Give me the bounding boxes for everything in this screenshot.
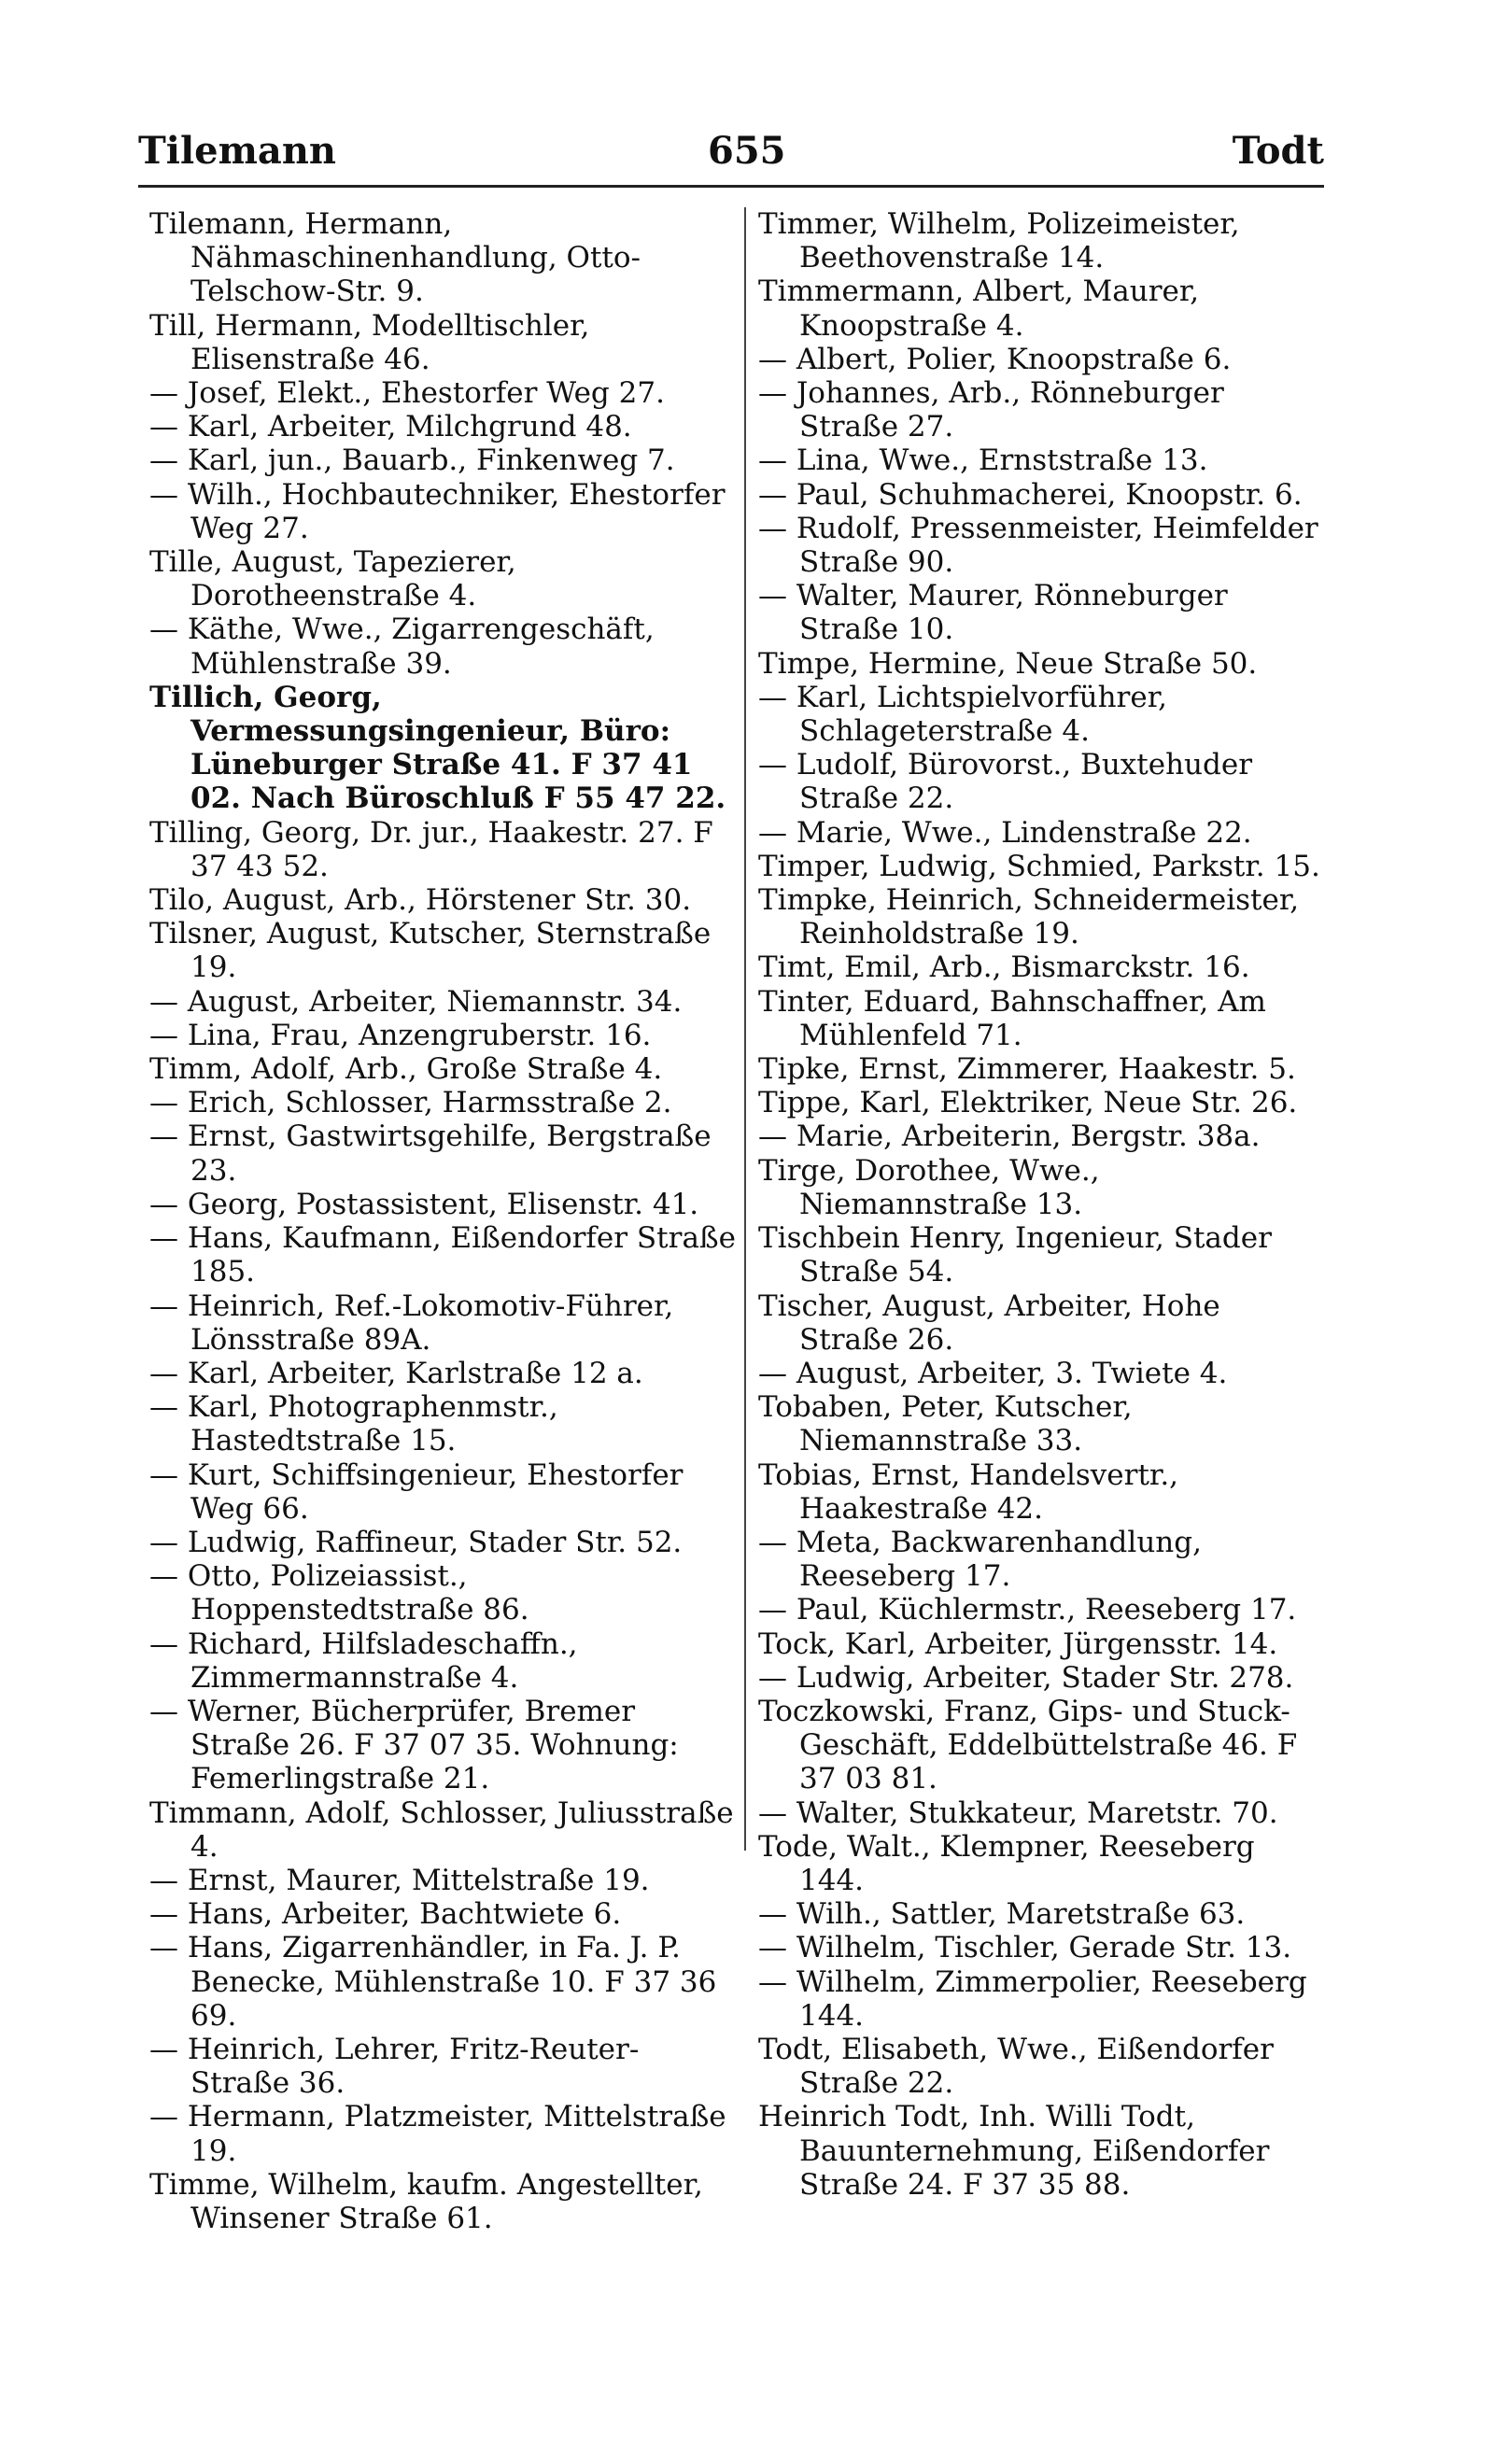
directory-entry: — Paul, Schuhmacherei, Knoopstr. 6. (758, 477, 1303, 512)
directory-entry: Heinrich Todt, Inh. Willi Todt, Bauunternehmung, Eißendorfer Straße 24. F 37 35 88. (758, 2100, 1270, 2202)
left-column (149, 207, 738, 2392)
directory-entry: — Wilhelm, Zimmerpolier, Reeseberg 144. (758, 1964, 1307, 2033)
directory-entry: — Georg, Postassistent, Elisenstr. 41. (149, 1187, 699, 1221)
directory-entry: — Karl, Lichtspielvorführer, Schlageterstraße 4. (758, 680, 1167, 749)
directory-entry: — Karl, Arbeiter, Milchgrund 48. (149, 410, 632, 444)
directory-entry: — Ludolf, Bürovorst., Buxtehuder Straße 22. (758, 748, 1253, 816)
directory-entry: Tilsner, August, Kutscher, Sternstraße 19. (149, 917, 712, 985)
directory-entry: — Ludwig, Raffineur, Stader Str. 52. (149, 1525, 683, 1559)
directory-entry: Timmann, Adolf, Schlosser, Juliusstraße 4. (149, 1795, 734, 1864)
directory-entry: Tischbein Henry, Ingenieur, Stader Straße 54. (758, 1221, 1272, 1289)
directory-entry: — Karl, jun., Bauarb., Finkenweg 7. (149, 444, 675, 478)
directory-entry: — Paul, Küchlermstr., Reeseberg 17. (758, 1593, 1297, 1627)
directory-entry: Timmer, Wilhelm, Polizeimeister, Beethovenstraße 14. (758, 207, 1240, 275)
directory-entry: — Josef, Elekt., Ehestorfer Weg 27. (149, 376, 665, 411)
directory-entry: Timt, Emil, Arb., Bismarckstr. 16. (758, 950, 1250, 985)
directory-entry: — Hans, Kaufmann, Eißendorfer Straße 185. (149, 1221, 736, 1289)
directory-entry: Timmermann, Albert, Maurer, Knoopstraße 4. (758, 275, 1200, 343)
directory-entry: — Walter, Maurer, Rönneburger Straße 10. (758, 579, 1228, 647)
directory-entry: Till, Hermann, Modelltischler, Elisenstraße 46. (149, 308, 590, 376)
directory-entry: Toczkowski, Franz, Gips- und Stuck-Geschäft, Eddelbüttelstraße 46. F 37 03 81. (758, 1694, 1298, 1796)
directory-entry: Tobias, Ernst, Handelsvertr., Haakestraße 42. (758, 1457, 1179, 1526)
directory-entry: — Ludwig, Arbeiter, Stader Str. 278. (758, 1660, 1294, 1695)
directory-entry: — Karl, Arbeiter, Karlstraße 12 a. (149, 1356, 643, 1390)
directory-entry: — Wilhelm, Tischler, Gerade Str. 13. (758, 1931, 1292, 1965)
directory-entry: Tock, Karl, Arbeiter, Jürgensstr. 14. (758, 1626, 1278, 1661)
directory-entry: — Wilh., Sattler, Maretstraße 63. (758, 1897, 1246, 1932)
directory-entry: — Rudolf, Pressenmeister, Heimfelder Straße 90. (758, 511, 1318, 580)
directory-entry: — Hermann, Platzmeister, Mittelstraße 19. (149, 2100, 726, 2168)
directory-entry: — Meta, Backwarenhandlung, Reeseberg 17. (758, 1525, 1202, 1594)
directory-entry: — Otto, Polizeiassist., Hoppenstedtstraße 86. (149, 1559, 529, 1627)
directory-entry: Todt, Elisabeth, Wwe., Eißendorfer Straße 22. (758, 2032, 1274, 2101)
page-header (138, 129, 1324, 185)
header-rule (138, 185, 1324, 188)
directory-entry: Timpe, Hermine, Neue Straße 50. (758, 646, 1258, 681)
directory-entry: — Lina, Frau, Anzengruberstr. 16. (149, 1018, 652, 1052)
directory-entry: — Heinrich, Lehrer, Fritz-Reuter-Straße 36. (149, 2032, 640, 2101)
directory-entry: — Richard, Hilfsladeschaffn., Zimmermannstraße 4. (149, 1626, 578, 1695)
right-column (758, 207, 1328, 2392)
directory-entry: — Hans, Arbeiter, Bachtwiete 6. (149, 1897, 622, 1932)
directory-entry: — August, Arbeiter, 3. Twiete 4. (758, 1356, 1228, 1390)
directory-entry: — Ernst, Gastwirtsgehilfe, Bergstraße 23. (149, 1119, 712, 1188)
directory-entry: Tilling, Georg, Dr. jur., Haakestr. 27. F 37 43 52. (149, 815, 713, 883)
directory-entry: Timpke, Heinrich, Schneidermeister, Reinholdstraße 19. (758, 883, 1300, 951)
directory-entry: — Lina, Wwe., Ernststraße 13. (758, 444, 1208, 478)
directory-entry: — Kurt, Schiffsingenieur, Ehestorfer Weg 66. (149, 1457, 684, 1526)
directory-entry: — Karl, Photographenmstr., Hastedtstraße 15. (149, 1390, 558, 1458)
directory-entry: — Marie, Wwe., Lindenstraße 22. (758, 815, 1252, 850)
directory-entry: — Johannes, Arb., Rönneburger Straße 27. (758, 376, 1224, 444)
directory-entry: Tillich, Georg, Vermessungsingenieur, Büro: Lüneburger Straße 41. F 37 41 02. Nach Büroschluß F 55 47 22. (149, 680, 726, 816)
directory-entry: Tippe, Karl, Elektriker, Neue Str. 26. (758, 1086, 1298, 1120)
directory-entry: Tinter, Eduard, Bahnschaffner, Am Mühlenfeld 71. (758, 984, 1266, 1052)
column-divider (744, 207, 746, 1851)
directory-entry: Timm, Adolf, Arb., Große Straße 4. (149, 1052, 663, 1087)
directory-entry: — Erich, Schlosser, Harmsstraße 2. (149, 1086, 672, 1120)
directory-entry: — Hans, Zigarrenhändler, in Fa. J. P. Benecke, Mühlenstraße 10. F 37 36 69. (149, 1931, 717, 2033)
directory-entry: — Werner, Bücherprüfer, Bremer Straße 26. F 37 07 35. Wohnung: Femerlingstraße 21. (149, 1694, 679, 1796)
directory-entry: Tode, Walt., Klempner, Reeseberg 144. (758, 1829, 1255, 1897)
header-first-name: Tilemann (138, 129, 337, 173)
directory-entry: Timper, Ludwig, Schmied, Parkstr. 15. (758, 849, 1320, 883)
directory-entry: — Walter, Stukkateur, Maretstr. 70. (758, 1795, 1278, 1830)
directory-entry: Tobaben, Peter, Kutscher, Niemannstraße 33. (758, 1390, 1133, 1458)
directory-entry: — Albert, Polier, Knoopstraße 6. (758, 342, 1232, 376)
directory-entry: Tirge, Dorothee, Wwe., Niemannstraße 13. (758, 1153, 1100, 1221)
directory-entry: Timme, Wilhelm, kaufm. Angestellter, Winsener Straße 61. (149, 2167, 703, 2235)
directory-entry: — Wilh., Hochbautechniker, Ehestorfer Weg 27. (149, 477, 726, 545)
directory-entry: — Käthe, Wwe., Zigarrengeschäft, Mühlenstraße 39. (149, 612, 655, 681)
directory-entry: Tille, August, Tapezierer, Dorotheenstraße 4. (149, 545, 516, 613)
directory-entry: — Heinrich, Ref.-Lokomotiv-Führer, Lönsstraße 89A. (149, 1288, 674, 1357)
directory-entry: Tischer, August, Arbeiter, Hohe Straße 26. (758, 1288, 1220, 1357)
directory-entry: Tilo, August, Arb., Hörstener Str. 30. (149, 883, 692, 918)
directory-entry: — Marie, Arbeiterin, Bergstr. 38a. (758, 1119, 1261, 1154)
directory-entry: Tilemann, Hermann, Nähmaschinenhandlung, Otto-Telschow-Str. 9. (149, 207, 641, 309)
directory-entry: — August, Arbeiter, Niemannstr. 34. (149, 984, 683, 1019)
page-number: 655 (708, 129, 786, 173)
directory-entry: — Ernst, Maurer, Mittelstraße 19. (149, 1863, 650, 1897)
directory-entry: Tipke, Ernst, Zimmerer, Haakestr. 5. (758, 1052, 1296, 1087)
header-last-name: Todt (1232, 129, 1324, 173)
